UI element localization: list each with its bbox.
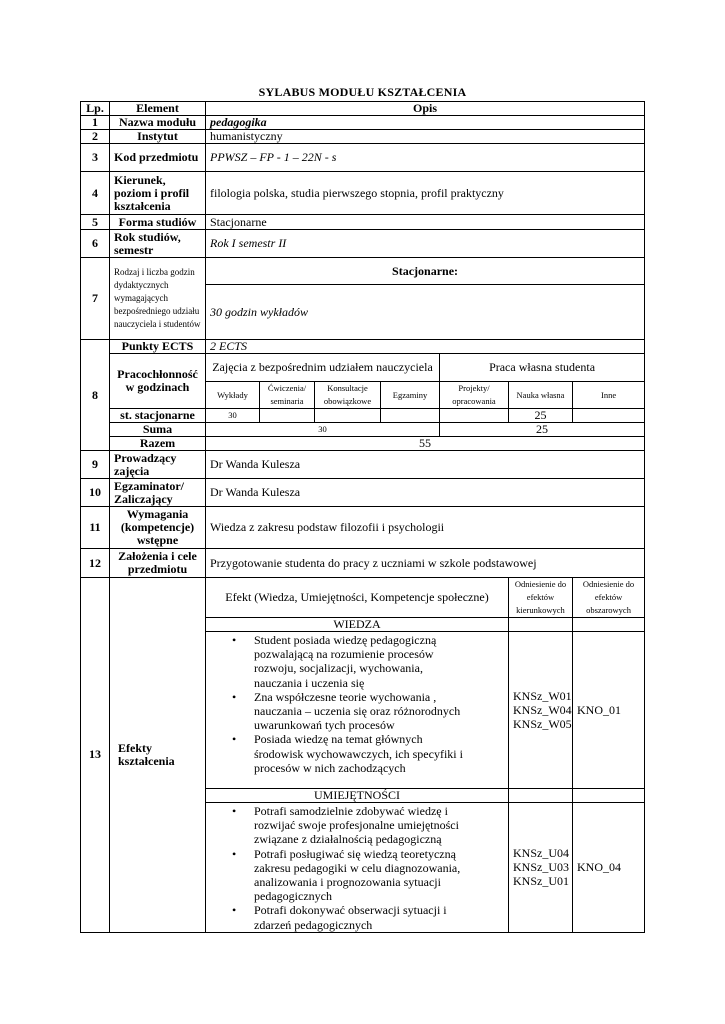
row-12	[81, 549, 645, 578]
header-element: Element	[110, 102, 206, 116]
effect-line: • Zna współczesne teorie wychowania ,	[232, 689, 437, 704]
document-title: SYLABUS MODUŁU KSZTAŁCENIA	[258, 85, 467, 99]
area-col-header: Odniesienie do efektów obszarowych	[573, 578, 645, 618]
skills-directional-codes	[509, 803, 573, 933]
row-label: Nazwa modułu	[110, 116, 206, 130]
effect-line: rozwoju, socjalizacji, wychowania,	[254, 661, 423, 676]
skills-area-code: KNO_04	[573, 803, 645, 933]
stationary-lectures: 30	[206, 409, 260, 423]
row-number: 10	[81, 479, 110, 507]
row-number: 6	[81, 230, 110, 258]
row-8-ects	[81, 340, 645, 354]
effect-line: środowisk wychowawczych, ich specyfiki i	[254, 746, 463, 761]
effect-line: • Potrafi posługiwać się wiedzą teoretyczną	[232, 846, 456, 861]
row-label: Prowadzący zajęcia	[110, 451, 206, 479]
row-7a	[81, 258, 645, 285]
row-13-header	[81, 578, 645, 618]
effect-line: związane z działalnością pedagogiczną	[254, 832, 442, 847]
effect-col-header: Efekt (Wiedza, Umiejętności, Kompetencje społeczne)	[206, 578, 509, 618]
row-number: 13	[81, 578, 110, 933]
row-number: 11	[81, 507, 110, 549]
col-consultations: Konsultacje obowiązkowe	[315, 382, 381, 409]
own-work-header: Praca własna studenta	[440, 354, 645, 382]
row-number: 9	[81, 451, 110, 479]
code: KNSz_U04	[513, 846, 569, 861]
prerequisites: Wiedza z zakresu podstaw filozofii i psychologii	[206, 507, 645, 549]
directional-col-header: Odniesienie do efektów kierunkowych	[509, 578, 573, 618]
effect-line: nauczania i uczenia się	[254, 675, 365, 690]
syllabus-table	[80, 101, 645, 933]
skills-effects	[206, 803, 509, 933]
row-number: 8	[81, 340, 110, 451]
total-label: Razem	[110, 437, 206, 451]
knowledge-directional-codes	[509, 632, 573, 789]
code: KNSz_W04	[513, 703, 572, 717]
year-semester: Rok I semestr II	[206, 230, 645, 258]
ects-value: 2 ECTS	[206, 340, 645, 354]
course-code: PPWSZ – FP - 1 – 22N - s	[206, 144, 645, 172]
row-label: Rok studiów, semestr	[110, 230, 206, 258]
ects-label: Punkty ECTS	[110, 340, 206, 354]
row-label: Efekty kształcenia	[110, 578, 206, 933]
effect-line: nauczania – uczenia się oraz różnorodnych	[254, 704, 461, 719]
col-other: Inne	[573, 382, 645, 409]
effect-line: pozwalającą na rozumienie procesów	[254, 647, 434, 662]
sum-direct: 30	[206, 423, 440, 437]
course-goals: Przygotowanie studenta do pracy z uczniami w szkole podstawowej	[206, 549, 645, 578]
effect-line: • Posiada wiedzę na temat głównych	[232, 732, 423, 747]
examiner: Dr Wanda Kulesza	[206, 479, 645, 507]
row-number: 3	[81, 144, 110, 172]
row-label: Forma studiów	[110, 215, 206, 230]
knowledge-effects	[206, 632, 509, 789]
skills-header: UMIEJĘTNOŚCI	[206, 789, 509, 803]
row-label: Instytut	[110, 130, 206, 144]
code: KNSz_W01	[513, 689, 572, 703]
institute-value: humanistyczny	[206, 130, 645, 144]
code: KNSz_U01	[513, 874, 569, 889]
row-4	[81, 172, 645, 215]
row-label: Kierunek, poziom i profil kształcenia	[110, 172, 206, 215]
row-8-groups	[81, 354, 645, 382]
header-row	[81, 102, 645, 116]
code: KNSz_U03	[513, 860, 569, 875]
row-number: 5	[81, 215, 110, 230]
knowledge-area-code: KNO_01	[573, 632, 645, 789]
effect-line: zakresu pedagogiki w celu diagnozowania,	[254, 860, 461, 875]
field-of-study: filologia polska, studia pierwszego stopnia, profil praktyczny	[206, 172, 645, 215]
bullet-icon: •	[232, 732, 237, 747]
direct-contact-header: Zajęcia z bezpośrednim udziałem nauczyciela	[206, 354, 440, 382]
header-opis: Opis	[206, 102, 645, 116]
row-number: 12	[81, 549, 110, 578]
module-name: pedagogika	[206, 116, 645, 130]
row-8-sum	[81, 423, 645, 437]
sum-label: Suma	[110, 423, 206, 437]
row-8-stationary	[81, 409, 645, 423]
effect-line: rozwijać swoje profesjonalne umiejętności	[254, 818, 459, 833]
row-number: 7	[81, 258, 110, 340]
header-lp: Lp.	[81, 102, 110, 116]
row-11	[81, 507, 645, 549]
effect-line: procesów w nich zachodzących	[254, 760, 406, 775]
bullet-icon: •	[232, 903, 237, 918]
study-form: Stacjonarne	[206, 215, 645, 230]
bullet-icon: •	[232, 633, 237, 647]
col-self-study: Nauka własna	[509, 382, 573, 409]
row-label: Kod przedmiotu	[110, 144, 206, 172]
col-exercises: Ćwiczenia/ seminaria	[260, 382, 315, 409]
stationary-label: st. stacjonarne	[110, 409, 206, 423]
row-label: Egzaminator/ Zaliczający	[110, 479, 206, 507]
effect-line: • Student posiada wiedzę pedagogiczną	[232, 633, 437, 647]
effect-line: analizowania i prognozowania sytuacji	[254, 875, 441, 890]
stationary-self-study: 25	[509, 409, 573, 423]
effect-line: zdarzeń pedagogicznych	[254, 917, 373, 932]
workload-label: Pracochłonność w godzinach	[110, 354, 206, 409]
row-2	[81, 130, 645, 144]
code: KNSz_W05	[513, 717, 572, 731]
row-label: Rodzaj i liczba godzin dydaktycznych wymagających bezpośredniego udziału nauczyciela i studentów	[110, 258, 206, 340]
row-number: 2	[81, 130, 110, 144]
col-exams: Egzaminy	[381, 382, 440, 409]
total-value: 55	[206, 437, 645, 451]
teaching-hours: 30 godzin wykładów	[206, 285, 645, 340]
row-number: 1	[81, 116, 110, 130]
row-label: Założenia i cele przedmiotu	[110, 549, 206, 578]
bullet-icon: •	[232, 846, 237, 861]
effect-line: • Potrafi samodzielnie zdobywać wiedzę i	[232, 804, 448, 818]
bullet-icon: •	[232, 804, 237, 818]
instructor: Dr Wanda Kulesza	[206, 451, 645, 479]
effect-line: pedagogicznych	[254, 889, 332, 904]
row-label: Wymagania (kompetencje) wstępne	[110, 507, 206, 549]
row-8-total	[81, 437, 645, 451]
bullet-icon: •	[232, 689, 237, 704]
row-number: 4	[81, 172, 110, 215]
stationary-header: Stacjonarne:	[206, 258, 645, 285]
row-9	[81, 451, 645, 479]
row-10	[81, 479, 645, 507]
knowledge-header: WIEDZA	[206, 618, 509, 632]
row-6	[81, 230, 645, 258]
row-3	[81, 144, 645, 172]
col-projects: Projekty/ opracowania	[440, 382, 509, 409]
col-lectures: Wykłady	[206, 382, 260, 409]
sum-own: 25	[440, 423, 645, 437]
effect-line: • Potrafi dokonywać obserwacji sytuacji i	[232, 903, 447, 918]
row-5	[81, 215, 645, 230]
row-1	[81, 116, 645, 130]
effect-line: uwarunkowań tych procesów	[254, 718, 395, 733]
